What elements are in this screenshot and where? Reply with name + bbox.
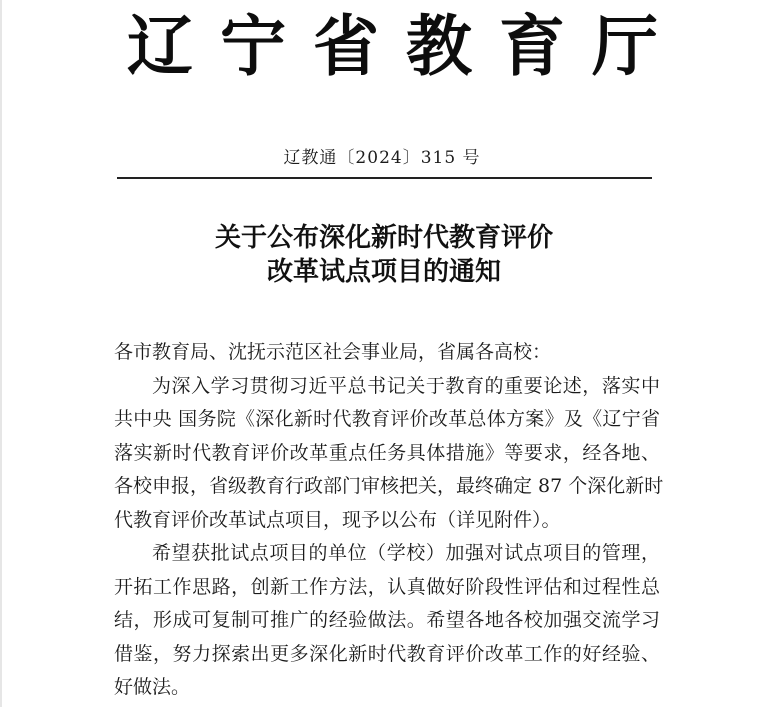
paragraph-line: 好做法。	[114, 676, 191, 698]
title-line: 改革试点项目的通知	[266, 257, 501, 287]
document-body	[114, 336, 664, 705]
paragraph-line: 代教育评价改革试点项目，现予以公布（详见附件）。	[114, 508, 561, 531]
paragraph-line: 各校申报，省级教育行政部门审核把关，最终确定 87 个深化新时	[114, 475, 664, 497]
paragraph-line: 为深入学习贯彻习近平总书记关于教育的重要论述，落实中	[152, 374, 660, 397]
document-title	[2, 221, 764, 289]
paragraph-line: 开拓工作思路，创新工作方法，认真做好阶段性评估和过程性总	[114, 575, 660, 598]
header-divider-rule	[117, 177, 652, 179]
paragraph-line: 共中央 国务院《深化新时代教育评价改革总体方案》及《辽宁省	[114, 408, 660, 430]
paragraph	[114, 537, 660, 705]
document-number: 辽教通〔2024〕315 号	[283, 148, 481, 168]
paragraph-line: 落实新时代教育评价改革重点任务具体措施》等要求，经各地、	[114, 441, 660, 464]
paragraph-line: 希望获批试点项目的单位（学校）加强对试点项目的管理，	[152, 542, 660, 564]
paragraph	[114, 370, 664, 538]
paragraph-line: 结，形成可复制可推广的经验做法。希望各地各校加强交流学习	[114, 609, 660, 631]
paragraph-line: 借鉴，努力探索出更多深化新时代教育评价改革工作的好经验、	[114, 642, 660, 665]
issuing-authority-header: 辽宁省教育厅	[127, 7, 685, 85]
salutation: 各市教育局、沈抚示范区社会事业局，省属各高校：	[114, 341, 552, 363]
title-line: 关于公布深化新时代教育评价	[214, 223, 553, 253]
